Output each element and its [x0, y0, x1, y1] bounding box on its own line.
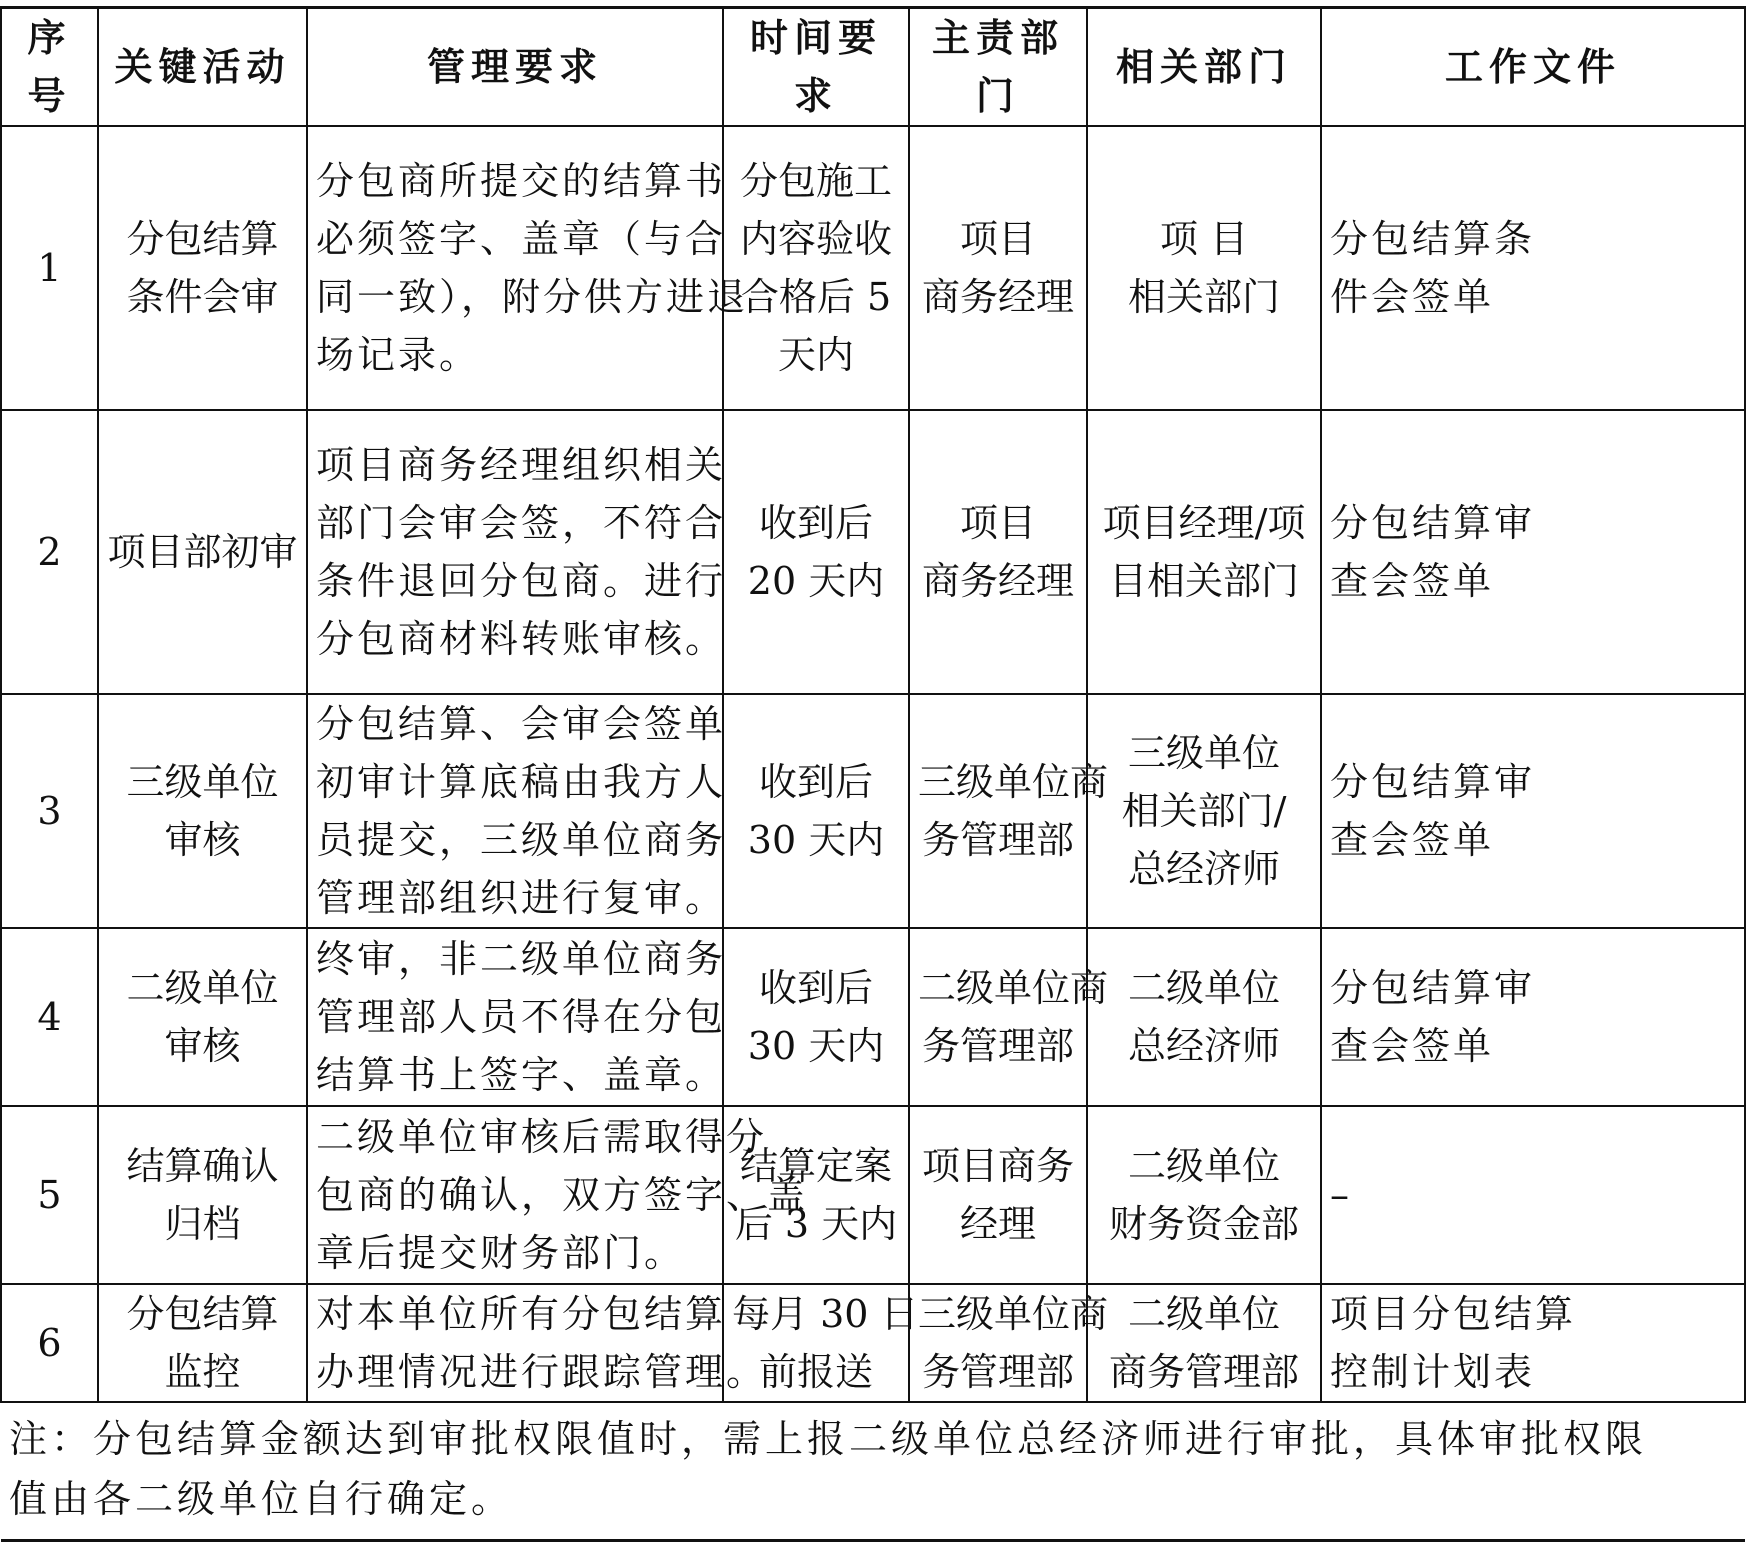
- table-row: [1, 1106, 1745, 1284]
- work-file-cell: [1321, 1284, 1745, 1402]
- cell-line: 相关部门/: [1121, 789, 1287, 833]
- header-cell-work-file: 工作文件: [1321, 8, 1745, 127]
- cell-line: 三级单位商: [918, 760, 1109, 804]
- lead-dept-cell: [909, 694, 1109, 928]
- table-row: [1, 1284, 1745, 1402]
- cell-line: 后 3 天内: [734, 1202, 898, 1246]
- requirement-cell: [307, 928, 727, 1106]
- cell-line: 项目部初审: [107, 530, 298, 574]
- activity-cell: [98, 410, 307, 694]
- cell-line: 分包结算审: [1330, 966, 1536, 1010]
- work-file-cell: [1321, 928, 1745, 1106]
- table-row: [1, 928, 1745, 1106]
- cell-line: 商务经理: [921, 559, 1074, 603]
- cell-line: 三级单位: [126, 760, 279, 804]
- time-cell: [723, 410, 909, 694]
- row-number-cell: 3: [1, 694, 98, 928]
- cell-line: 必须签字、盖章（与合: [316, 217, 727, 261]
- row-number-cell: 4: [1, 928, 98, 1106]
- cell-line: 收到后: [758, 760, 873, 804]
- cell-line: 分包商材料转账审核。: [316, 617, 727, 661]
- time-cell: [723, 928, 909, 1106]
- cell-line: 二级单位: [1127, 1144, 1280, 1188]
- note-line-1: 注：分包结算金额达到审批权限值时，需上报二级单位总经济师进行审批，具体审批权限: [9, 1417, 1648, 1461]
- cell-line: 结算书上签字、盖章。: [316, 1053, 727, 1097]
- work-file-cell: [1321, 1106, 1745, 1284]
- cell-line: 务管理部: [921, 1024, 1074, 1068]
- row-number-cell: 5: [1, 1106, 98, 1284]
- cell-line: 归档: [164, 1202, 241, 1246]
- cell-line: –: [1330, 1173, 1352, 1217]
- related-dept-cell: [1087, 694, 1321, 928]
- cell-line: 结算确认: [126, 1144, 279, 1188]
- activity-cell: [98, 694, 307, 928]
- lead-dept-cell: [909, 410, 1087, 694]
- requirement-cell: [307, 1106, 809, 1284]
- cell-line: 务管理部: [921, 818, 1074, 862]
- requirement-cell: [307, 410, 727, 694]
- cell-line: 件会签单: [1330, 275, 1495, 319]
- cell-line: 项目经理/项: [1102, 501, 1306, 545]
- cell-line: 控制计划表: [1330, 1350, 1536, 1394]
- cell-line: 管理部人员不得在分包: [316, 995, 727, 1039]
- cell-line: 分包结算: [126, 1292, 279, 1336]
- cell-line: 30 天内: [747, 818, 885, 862]
- requirement-cell: [307, 694, 727, 928]
- cell-line: 同一致），附分供方进退: [316, 275, 749, 319]
- lead-dept-cell: [909, 928, 1109, 1106]
- cell-line: 对本单位所有分包结算: [316, 1292, 727, 1336]
- settlement-process-table: [0, 6, 1746, 1542]
- row-number-cell: 2: [1, 410, 98, 694]
- cell-line: 章后提交财务部门。: [316, 1231, 686, 1275]
- lead-dept-cell: [909, 1284, 1109, 1402]
- cell-line: 条件退回分包商。进行: [316, 559, 727, 603]
- work-file-cell: [1321, 410, 1745, 694]
- cell-line: 办理情况进行跟踪管理。: [316, 1350, 768, 1394]
- related-dept-cell: [1087, 1106, 1321, 1284]
- cell-line: 审核: [164, 818, 241, 862]
- lead-dept-cell: [909, 1106, 1087, 1284]
- cell-line: 分包结算、会审会签单: [316, 702, 727, 746]
- cell-line: 目相关部门: [1108, 559, 1299, 603]
- cell-line: 经理: [959, 1202, 1036, 1246]
- cell-line: 务管理部: [921, 1350, 1074, 1394]
- cell-line: 三级单位: [1127, 731, 1280, 775]
- cell-line: 查会签单: [1330, 818, 1495, 862]
- cell-line: 结算定案: [739, 1144, 892, 1188]
- cell-line: 项目商务: [921, 1144, 1074, 1188]
- cell-line: 监控: [164, 1350, 241, 1394]
- header-cell-related-dept: 相关部门: [1087, 8, 1321, 127]
- activity-cell: [98, 928, 307, 1106]
- activity-cell: [98, 1106, 307, 1284]
- cell-line: 商务管理部: [1108, 1350, 1299, 1394]
- header-cell-time: 时间要求: [723, 8, 909, 127]
- cell-line: 分包结算条: [1330, 217, 1536, 261]
- cell-line: 项目: [959, 217, 1036, 261]
- cell-line: 分包结算审: [1330, 760, 1536, 804]
- cell-line: 分包商所提交的结算书: [316, 159, 727, 203]
- time-cell: [723, 126, 909, 410]
- note-row: [1, 1402, 1745, 1541]
- cell-line: 分包施工: [739, 159, 892, 203]
- header-cell-no: 序号: [1, 8, 98, 127]
- related-dept-cell: [1087, 410, 1321, 694]
- cell-line: 场记录。: [316, 333, 481, 377]
- note-line-2: 值由各二级单位自行确定。: [9, 1477, 514, 1521]
- cell-line: 项目分包结算: [1330, 1292, 1577, 1336]
- cell-line: 相关部门: [1127, 275, 1280, 319]
- cell-line: 二级单位商: [918, 966, 1109, 1010]
- requirement-cell: [307, 126, 749, 410]
- work-file-cell: [1321, 126, 1745, 410]
- cell-line: 项目商务经理组织相关: [316, 443, 727, 487]
- document-page: [0, 6, 1745, 1542]
- row-number-cell: 1: [1, 126, 98, 410]
- cell-line: 终审，非二级单位商务: [316, 937, 727, 981]
- cell-line: 二级单位审核后需取得分: [316, 1115, 768, 1159]
- header-cell-lead-dept: 主责部门: [909, 8, 1087, 127]
- work-file-cell: [1321, 694, 1745, 928]
- lead-dept-cell: [909, 126, 1087, 410]
- cell-line: 二级单位: [1127, 966, 1280, 1010]
- cell-line: 查会签单: [1330, 1024, 1495, 1068]
- cell-line: 收到后: [758, 501, 873, 545]
- cell-line: 查会签单: [1330, 559, 1495, 603]
- cell-line: 项目: [959, 501, 1036, 545]
- cell-line: 三级单位商: [918, 1292, 1109, 1336]
- cell-line: 初审计算底稿由我方人: [316, 760, 727, 804]
- cell-line: 员提交，三级单位商务: [316, 818, 727, 862]
- table-note: [1, 1402, 1745, 1541]
- cell-line: 每月 30 日: [732, 1292, 919, 1336]
- cell-line: 总经济师: [1127, 1024, 1280, 1068]
- cell-line: 内容验收: [739, 217, 892, 261]
- time-cell: [723, 694, 909, 928]
- row-number-cell: 6: [1, 1284, 98, 1402]
- related-dept-cell: [1087, 126, 1321, 410]
- related-dept-cell: [1087, 1284, 1321, 1402]
- activity-cell: [98, 1284, 307, 1402]
- cell-line: 审核: [164, 1024, 241, 1068]
- cell-line: 天内: [777, 333, 854, 377]
- table-row: [1, 410, 1745, 694]
- cell-line: 二级单位: [1127, 1292, 1280, 1336]
- cell-line: 条件会审: [126, 275, 279, 319]
- cell-line: 30 天内: [747, 1024, 885, 1068]
- requirement-cell: [307, 1284, 768, 1402]
- activity-cell: [98, 126, 307, 410]
- cell-line: 财务资金部: [1108, 1202, 1299, 1246]
- table-row: [1, 694, 1745, 928]
- cell-line: 20 天内: [747, 559, 885, 603]
- cell-line: 商务经理: [921, 275, 1074, 319]
- cell-line: 部门会审会签，不符合: [316, 501, 727, 545]
- cell-line: 项 目: [1159, 217, 1249, 261]
- cell-line: 包商的确认，双方签字、盖: [316, 1173, 809, 1217]
- cell-line: 二级单位: [126, 966, 279, 1010]
- cell-line: 前报送: [758, 1350, 873, 1394]
- cell-line: 分包结算: [126, 217, 279, 261]
- cell-line: 管理部组织进行复审。: [316, 876, 727, 920]
- cell-line: 分包结算审: [1330, 501, 1536, 545]
- cell-line: 总经济师: [1127, 847, 1280, 891]
- header-row: [1, 8, 1745, 127]
- cell-line: 合格后 5: [740, 275, 892, 319]
- table-row: [1, 126, 1745, 410]
- header-cell-requirement: 管理要求: [307, 8, 723, 127]
- header-cell-activity: 关键活动: [98, 8, 307, 127]
- related-dept-cell: [1087, 928, 1321, 1106]
- cell-line: 收到后: [758, 966, 873, 1010]
